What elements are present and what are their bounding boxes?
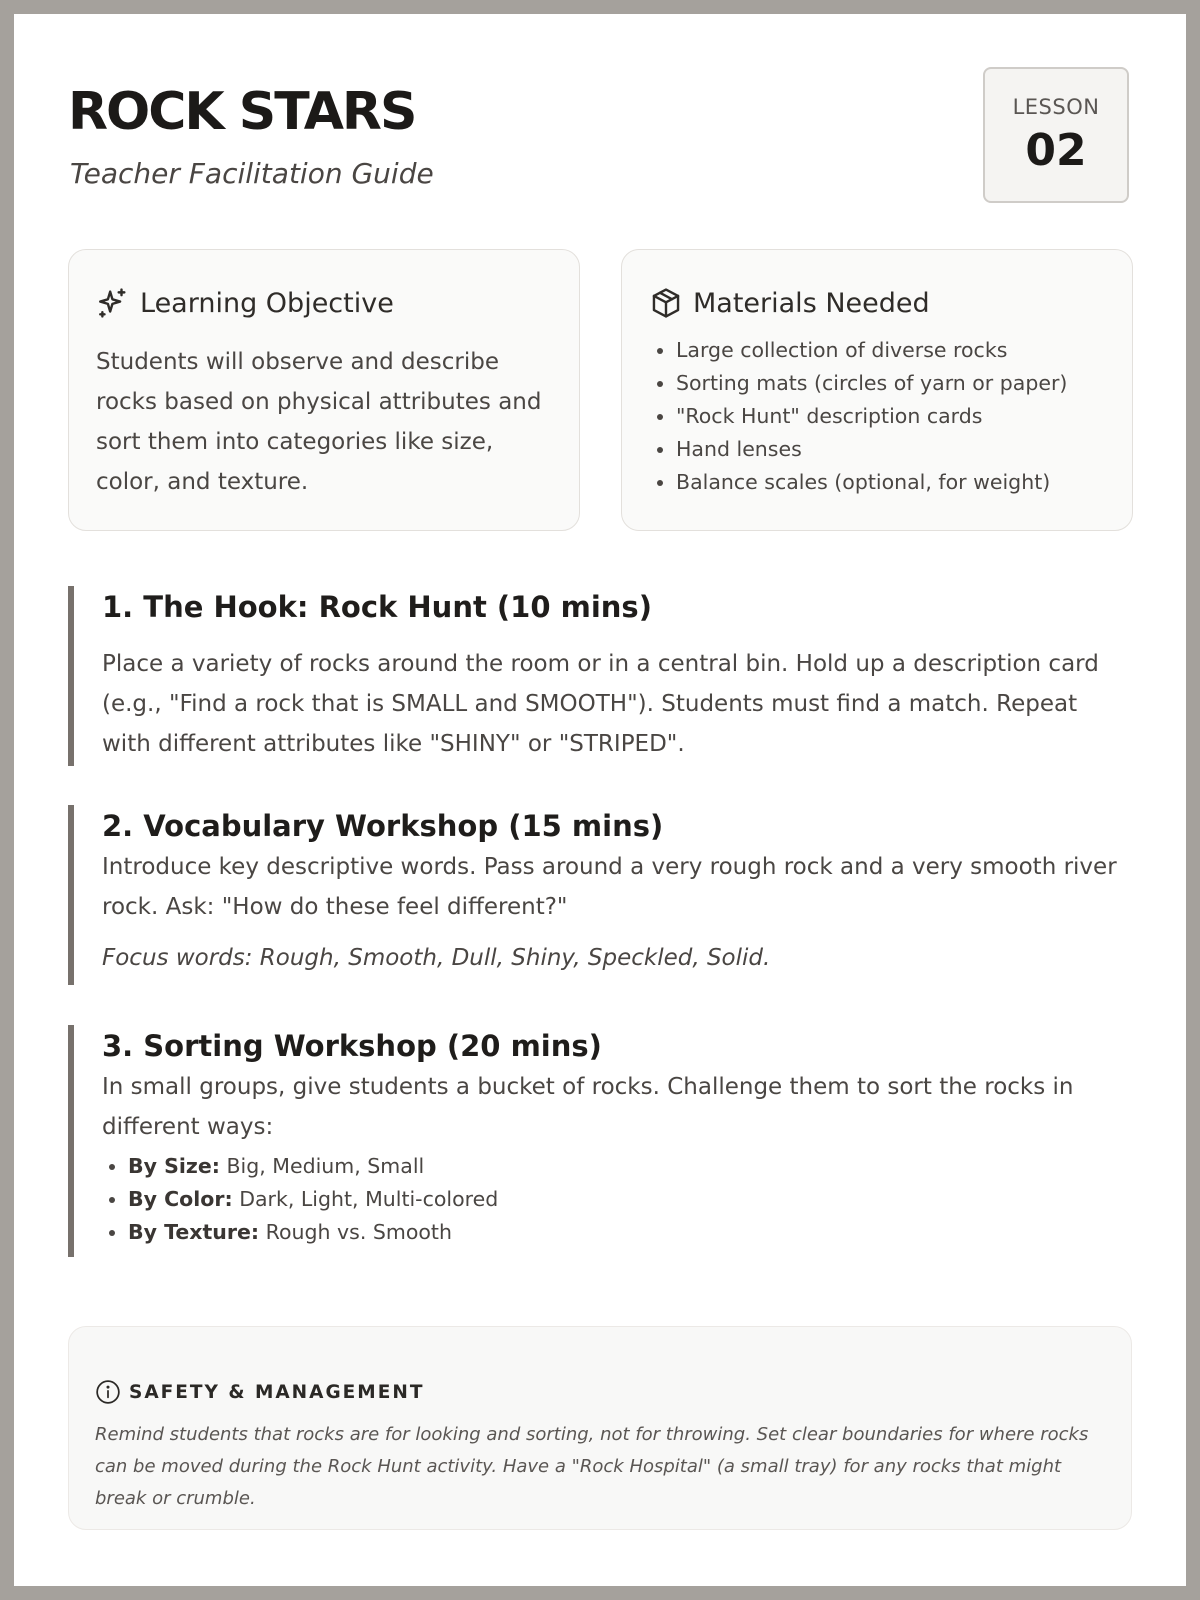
lesson-number: 02 — [1025, 125, 1087, 176]
package-icon — [649, 286, 683, 320]
sort-label: By Size: — [128, 1154, 220, 1178]
section-rock-hunt — [68, 586, 1132, 766]
section-sorting — [68, 1025, 1132, 1257]
lesson-label: LESSON — [1012, 95, 1100, 119]
page-title: ROCK STARS — [68, 82, 416, 142]
learning-objective-card — [68, 249, 580, 531]
materials-title: Materials Needed — [693, 287, 930, 319]
safety-title: SAFETY & MANAGEMENT — [129, 1381, 425, 1403]
list-item: • Large collection of diverse rocks — [676, 334, 1112, 367]
section-title: 3. Sorting Workshop (20 mins) — [102, 1029, 602, 1063]
list-item — [128, 1183, 498, 1216]
safety-header — [95, 1379, 424, 1405]
section-text: Introduce key descriptive words. Pass around a very rough rock and a very smooth river rock. Ask: "How do these feel different?" — [102, 854, 1117, 920]
section-title: 1. The Hook: Rock Hunt (10 mins) — [102, 590, 652, 624]
learning-objective-text: Students will observe and describe rocks based on physical attributes and sort them into categories like size, color, and texture. — [96, 349, 542, 495]
list-item — [128, 1150, 498, 1183]
safety-text: Remind students that rocks are for looking and sorting, not for throwing. Set clear boundaries for where rocks can be moved during the Rock Hunt activity. Have a "Rock Hospital" (a small tray) for any rocks that might break or crumble. — [95, 1424, 1089, 1509]
focus-words: Focus words: Rough, Smooth, Dull, Shiny, Speckled, Solid. — [102, 945, 771, 971]
learning-objective-header — [96, 286, 394, 320]
sorting-list — [102, 1150, 498, 1249]
materials-header — [649, 286, 930, 320]
section-title: 2. Vocabulary Workshop (15 mins) — [102, 809, 664, 843]
section-text: Place a variety of rocks around the room or in a central bin. Hold up a description card (e.g., "Find a rock that is SMALL and SMOOTH"). Students must find a match. Repeat with different attributes like "SHINY" or "STRIPED". — [102, 651, 1099, 757]
sort-value: Big, Medium, Small — [219, 1154, 425, 1178]
materials-card — [621, 249, 1133, 531]
section-text: In small groups, give students a bucket of rocks. Challenge them to sort the rocks in different ways: — [102, 1074, 1074, 1140]
sort-value: Dark, Light, Multi-colored — [232, 1187, 499, 1211]
list-item: • Hand lenses — [676, 433, 1112, 466]
lesson-page — [14, 14, 1186, 1586]
materials-list — [649, 334, 1112, 499]
safety-box — [68, 1326, 1132, 1530]
page-subtitle: Teacher Facilitation Guide — [70, 157, 434, 190]
list-item: • Balance scales (optional, for weight) — [676, 466, 1112, 499]
learning-objective-title: Learning Objective — [140, 287, 394, 319]
info-icon — [95, 1379, 121, 1405]
sort-value: Rough vs. Smooth — [259, 1220, 452, 1244]
list-item: • "Rock Hunt" description cards — [676, 400, 1112, 433]
section-vocabulary — [68, 805, 1132, 985]
sort-label: By Texture: — [128, 1220, 260, 1244]
list-item — [128, 1216, 498, 1249]
sort-label: By Color: — [128, 1187, 233, 1211]
list-item: • Sorting mats (circles of yarn or paper) — [676, 367, 1112, 400]
sparkles-icon — [96, 286, 130, 320]
lesson-badge — [983, 67, 1129, 203]
